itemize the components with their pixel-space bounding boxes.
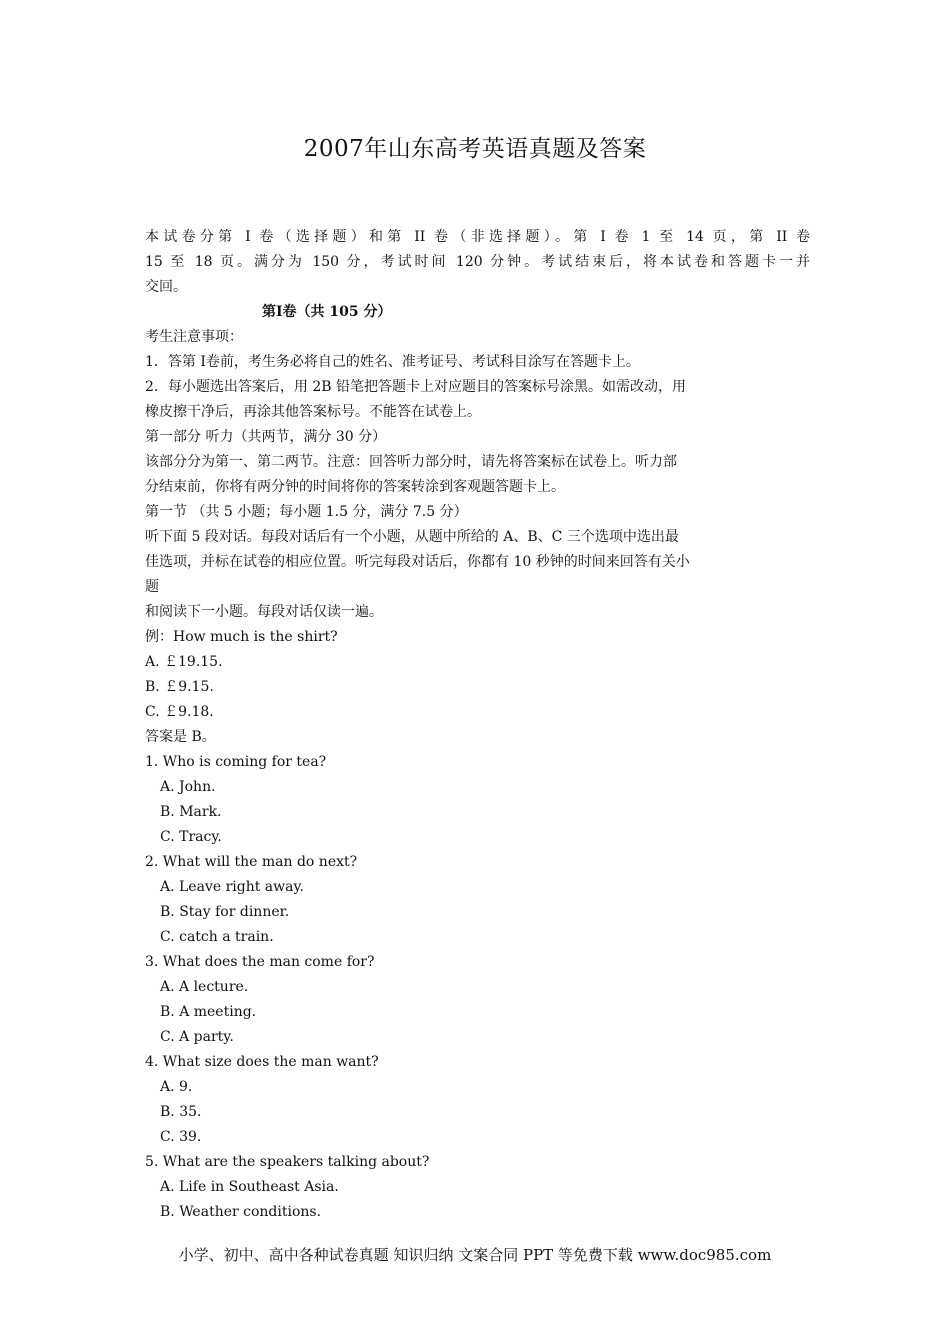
- question-3-option: C. A party.: [160, 1029, 234, 1045]
- question-4-option: B. 35.: [160, 1104, 202, 1120]
- part1-desc-a: 该部分分为第一、第二两节。注意：回答听力部分时，请先将答案标在试卷上。听力部: [145, 454, 677, 470]
- intro-line-3: 交回。: [145, 279, 187, 295]
- question-5-option: A. Life in Southeast Asia.: [160, 1179, 339, 1195]
- question-2-option: C. catch a train.: [160, 929, 274, 945]
- question-1-option: C. Tracy.: [160, 829, 222, 845]
- example-answer: 答案是 B。: [145, 729, 216, 745]
- question-5: 5. What are the speakers talking about?: [145, 1154, 430, 1170]
- example-question: 例：How much is the shirt?: [145, 629, 338, 645]
- part1-heading: 第一部分 听力（共两节，满分 30 分）: [145, 429, 387, 445]
- question-1: 1. Who is coming for tea?: [145, 754, 327, 770]
- question-2-option: B. Stay for dinner.: [160, 904, 290, 920]
- question-5-option: B. Weather conditions.: [160, 1204, 322, 1220]
- document-title: 2007年山东高考英语真题及答案: [303, 136, 647, 162]
- question-1-option: A. John.: [160, 779, 216, 795]
- notice-item-2-a: 2．每小题选出答案后，用 2B 铅笔把答题卡上对应题目的答案标号涂黑。如需改动，用: [145, 379, 687, 395]
- example-option: A. ￡19.15.: [145, 654, 223, 670]
- example-option: C. ￡9.18.: [145, 704, 214, 720]
- question-1-option: B. Mark.: [160, 804, 222, 820]
- intro-line-1: 本试卷分第 I 卷（选择题）和第 II 卷（非选择题）。第 I 卷 1 至 14 页，第 II 卷: [145, 229, 810, 245]
- notice-item-1: 1．答第 I卷前，考生务必将自己的姓名、准考证号、考试科目涂写在答题卡上。: [145, 354, 640, 370]
- notice-item-2-b: 橡皮擦干净后，再涂其他答案标号。不能答在试卷上。: [145, 404, 481, 420]
- example-option: B. ￡9.15.: [145, 679, 214, 695]
- question-3-option: B. A meeting.: [160, 1004, 257, 1020]
- question-2-option: A. Leave right away.: [160, 879, 304, 895]
- question-4-option: C. 39.: [160, 1129, 202, 1145]
- section1-desc-a: 听下面 5 段对话。每段对话后有一个小题，从题中所给的 A、B、C 三个选项中选出最: [145, 529, 679, 545]
- page-footer: 小学、初中、高中各种试卷真题 知识归纳 文案合同 PPT 等免费下载 www.doc985.com: [178, 1246, 772, 1264]
- notice-heading: 考生注意事项：: [145, 329, 243, 345]
- section1-heading: 第一节 （共 5 小题；每小题 1.5 分，满分 7.5 分）: [145, 504, 468, 520]
- question-2: 2. What will the man do next?: [145, 854, 358, 870]
- question-3: 3. What does the man come for?: [145, 954, 375, 970]
- question-4-option: A. 9.: [160, 1079, 193, 1095]
- section-heading: 第Ⅰ卷（共 105 分）: [262, 304, 392, 320]
- intro-line-2: 15 至 18 页。满分为 150 分，考试时间 120 分钟。考试结束后，将本试卷和答题卡一并: [145, 254, 810, 270]
- section1-desc-b: 佳选项，并标在试卷的相应位置。听完每段对话后，你都有 10 秒钟的时间来回答有关小: [145, 554, 690, 570]
- part1-desc-b: 分结束前，你将有两分钟的时间将你的答案转涂到客观题答题卡上。: [145, 479, 565, 495]
- section1-desc-d: 和阅读下一小题。每段对话仅读一遍。: [145, 604, 383, 620]
- document-body: [145, 225, 810, 1225]
- question-4: 4. What size does the man want?: [145, 1054, 379, 1070]
- section1-desc-c: 题: [145, 579, 159, 595]
- question-3-option: A. A lecture.: [160, 979, 249, 995]
